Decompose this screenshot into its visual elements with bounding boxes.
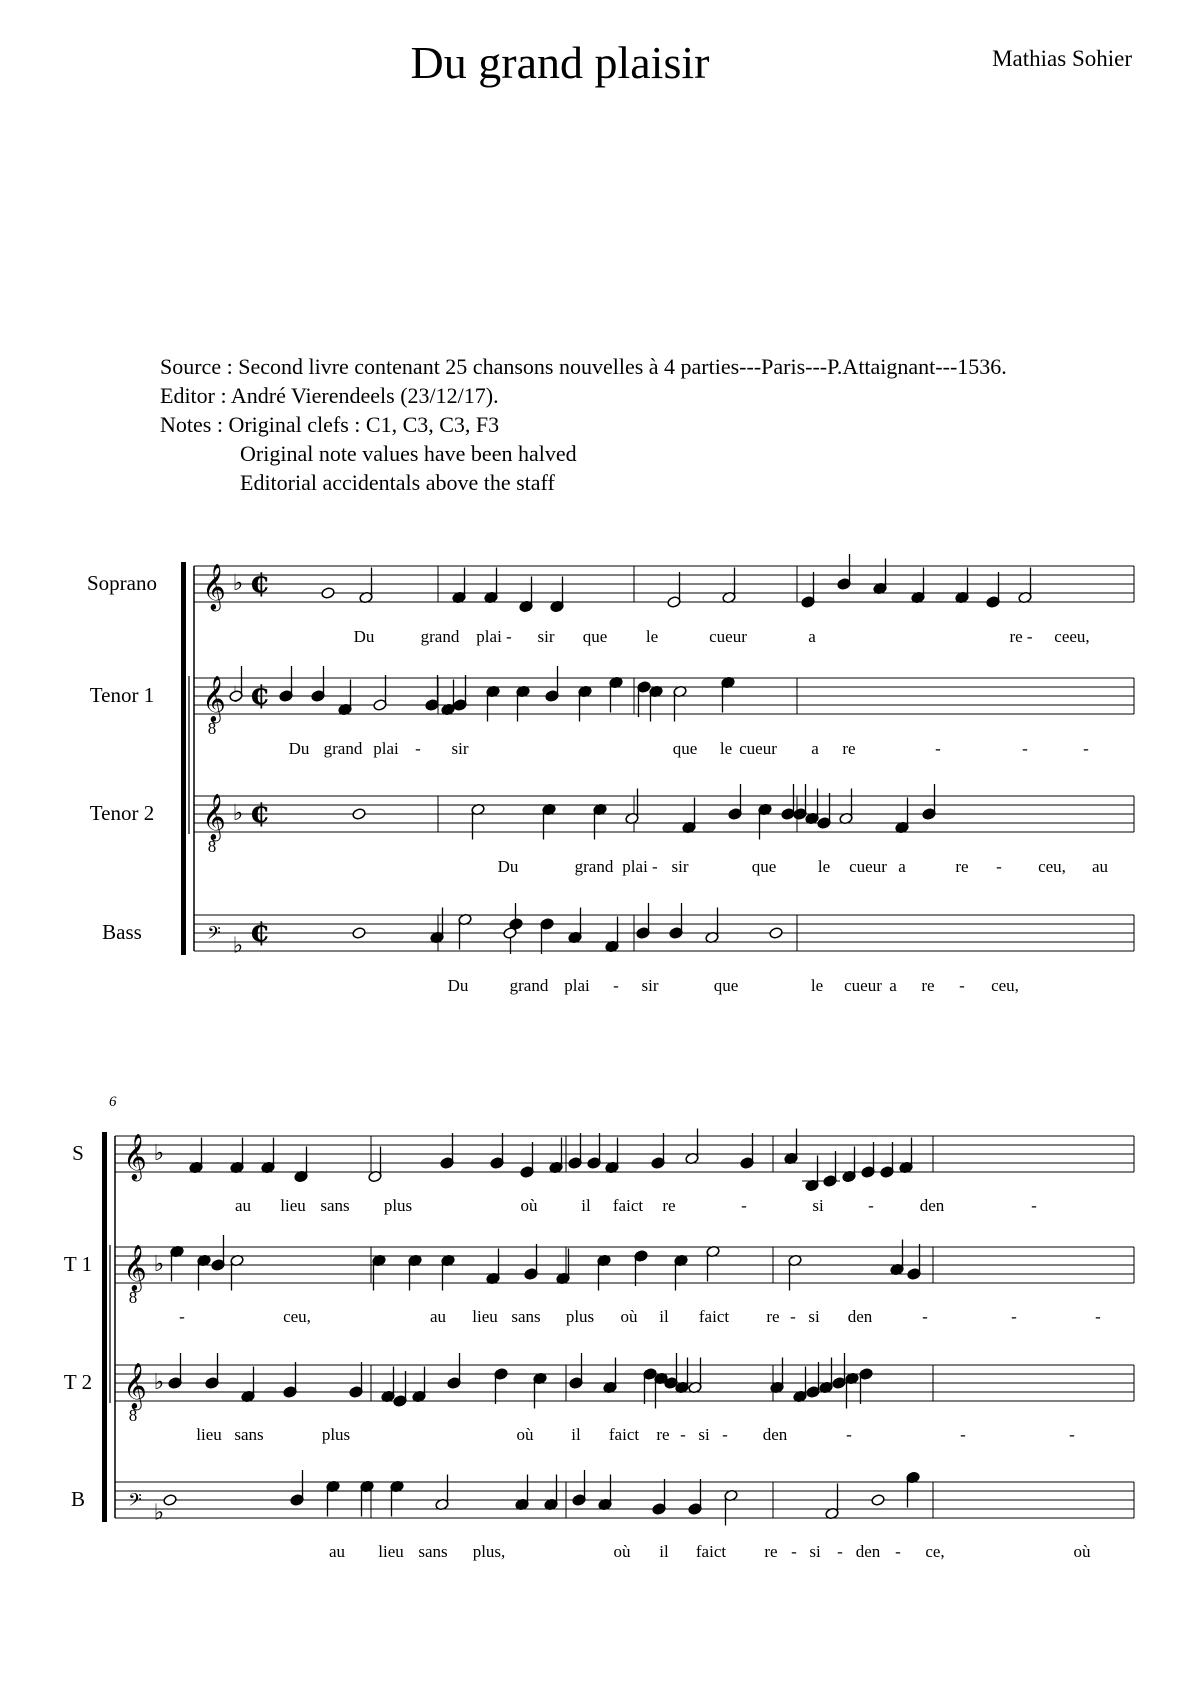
part-name: Soprano [87,571,157,595]
lyric-syllable: den [855,1542,881,1561]
system-1 [87,554,1134,995]
lyric-syllable: que [751,857,777,876]
lyric-syllable: re [842,739,856,758]
lyric-syllable: le [719,739,733,758]
staff-1 [87,554,1134,646]
lyric-syllable: plus, [472,1542,506,1561]
lyric-syllable: faict [612,1196,644,1215]
staff-3 [64,1353,1134,1444]
lyric-syllable: re - [1009,627,1033,646]
lyric-syllable: - [846,1425,852,1444]
lyric-syllable: - [837,1542,843,1561]
lyric-syllable: sans [511,1307,541,1326]
part-name: T 1 [63,1252,93,1276]
lyric-syllable: ceeu, [1054,627,1090,646]
treble-clef-icon: 𝄞 [202,676,226,722]
lyric-syllable: re [662,1196,676,1215]
lyric-syllable: plus [383,1196,413,1215]
system-2 [64,1094,1134,1561]
lyric-syllable: où [516,1425,534,1444]
staff-1 [72,1129,1134,1216]
source-line: Source : Second livre contenant 25 chansons nouvelles à 4 parties---Paris---P.Attaignant---1536. [160,354,1007,379]
note-head [769,927,783,940]
lyric-syllable: au [234,1196,252,1215]
lyrics-line [498,857,1109,876]
cut-time-icon: ¢ [249,914,271,949]
lyric-syllable: - [959,976,965,995]
octave-marker: 8 [128,1288,138,1307]
lyrics-line [196,1425,1075,1444]
lyric-syllable: - [415,739,421,758]
lyric-syllable: Du [497,857,519,876]
staff-4 [71,1470,1134,1561]
lyric-syllable: plai [564,976,590,995]
lyric-syllable: Du [288,739,310,758]
lyric-syllable: re [764,1542,778,1561]
lyrics-line [329,1542,1091,1561]
accidentals-line: Editorial accidentals above the staff [240,470,555,495]
lyric-syllable: plus [321,1425,351,1444]
treble-clef-icon: 𝄞 [123,1245,147,1291]
treble-clef-icon: 𝄞 [202,564,226,610]
lyric-syllable: cueur [739,739,777,758]
lyric-syllable: - [179,1307,185,1326]
lyric-syllable: - [613,976,619,995]
lyric-syllable: sans [234,1425,264,1444]
lyric-syllable: - [1095,1307,1101,1326]
flat-icon: ♭ [232,801,244,826]
lyric-syllable: plai [373,739,399,758]
part-name: B [70,1487,86,1511]
lyric-syllable: - [722,1425,728,1444]
lyric-syllable: où [1073,1542,1091,1561]
lyric-syllable: - [996,857,1002,876]
note-head [321,587,335,600]
lyric-syllable: faict [698,1307,730,1326]
lyric-syllable: sir [671,857,689,876]
lyric-syllable: - [1031,1196,1037,1215]
lyric-syllable: - [741,1196,747,1215]
lyric-syllable: a [898,857,906,876]
lyric-syllable: que [672,739,698,758]
lyric-syllable: il [659,1307,669,1326]
lyric-syllable: - [895,1542,901,1561]
lyric-syllable: - [868,1196,874,1215]
lyric-syllable: plai - [476,627,512,646]
cut-time-icon: ¢ [249,565,271,600]
treble-clef-icon: 𝄞 [202,794,226,840]
lyric-syllable: grand [574,857,614,876]
lyric-syllable: ceu, [1038,857,1066,876]
lyric-syllable: le [817,857,831,876]
octave-marker: 8 [207,837,217,856]
lyric-syllable: faict [608,1425,640,1444]
lyric-syllable: a [811,739,819,758]
lyric-syllable: si [808,1307,820,1326]
lyric-syllable: lieu [472,1307,498,1326]
lyric-syllable: au [328,1542,346,1561]
note-head [871,1494,885,1507]
lyrics-line [354,627,1090,646]
lyric-syllable: lieu [280,1196,306,1215]
lyric-syllable: faict [695,1542,727,1561]
part-name: Tenor 2 [89,801,155,825]
lyric-syllable: où [520,1196,538,1215]
part-name: S [72,1141,84,1165]
lyric-syllable: cueur [709,627,747,646]
note-head [352,808,366,821]
lyric-syllable: le [645,627,659,646]
lyric-syllable: cueur [849,857,887,876]
lyric-syllable: a [889,976,897,995]
lyric-syllable: re [656,1425,670,1444]
lyric-syllable: où [620,1307,638,1326]
lyric-syllable: que [713,976,739,995]
staff-3 [90,784,1134,876]
lyric-syllable: sans [418,1542,448,1561]
lyric-syllable: re [921,976,935,995]
lyric-syllable: sir [641,976,659,995]
lyric-syllable: lieu [196,1425,222,1444]
treble-clef-icon: 𝄞 [123,1134,147,1180]
editor-line: Editor : André Vierendeels (23/12/17). [160,383,499,408]
lyric-syllable: au [1091,857,1109,876]
lyric-syllable: si [812,1196,824,1215]
lyric-syllable: a [808,627,816,646]
lyric-syllable: sans [320,1196,350,1215]
lyric-syllable: que [582,627,608,646]
part-name: Bass [102,920,142,944]
lyric-syllable: lieu [378,1542,404,1561]
lyric-syllable: den [847,1307,873,1326]
lyric-syllable: re [955,857,969,876]
lyric-syllable: - [1011,1307,1017,1326]
lyric-syllable: - [935,739,941,758]
note-head [352,927,366,940]
lyric-syllable: - [791,1542,797,1561]
note-values-line: Original note values have been halved [240,441,577,466]
lyric-syllable: Du [447,976,469,995]
staff-2 [90,666,1134,758]
lyrics-line [179,1307,1101,1326]
lyric-syllable: sir [537,627,555,646]
lyric-syllable: - [1083,739,1089,758]
lyric-syllable: cueur [844,976,882,995]
lyric-syllable: - [680,1425,686,1444]
flat-icon: ♭ [153,1370,165,1395]
flat-icon: ♭ [153,1500,165,1526]
lyric-syllable: il [581,1196,591,1215]
clefs-line: Notes : Original clefs : C1, C3, C3, F3 [160,412,500,437]
lyric-syllable: den [919,1196,945,1215]
lyric-syllable: il [571,1425,581,1444]
lyric-syllable: den [762,1425,788,1444]
cut-time-icon: ¢ [249,677,271,712]
part-name: T 2 [63,1370,93,1394]
lyrics-line [235,1196,1037,1215]
lyric-syllable: il [659,1542,669,1561]
staff-4 [102,903,1134,995]
lyric-syllable: plai - [622,857,658,876]
lyric-syllable: ce, [925,1542,945,1561]
lyric-syllable: - [922,1307,928,1326]
composer-name: Mathias Sohier [992,46,1132,71]
lyric-syllable: si [809,1542,821,1561]
lyrics-line [289,739,1090,758]
lyric-syllable: - [960,1425,966,1444]
lyric-syllable: si [698,1425,710,1444]
flat-icon: ♭ [153,1252,165,1277]
flat-icon: ♭ [153,1141,165,1166]
lyric-syllable: - [1022,739,1028,758]
lyric-syllable: grand [420,627,460,646]
octave-marker: 8 [207,719,217,738]
lyric-syllable: - [1069,1425,1075,1444]
lyrics-line [448,976,1019,995]
lyric-syllable: le [810,976,824,995]
flat-icon: ♭ [232,933,244,959]
lyric-syllable: ceu, [991,976,1019,995]
part-name: Tenor 1 [89,683,155,707]
lyric-syllable: au [429,1307,447,1326]
treble-clef-icon: 𝄞 [123,1363,147,1409]
lyric-syllable: Du [353,627,375,646]
score-title: Du grand plaisir [410,37,710,88]
lyric-syllable: plus [565,1307,595,1326]
lyric-syllable: ceu, [283,1307,311,1326]
bass-clef-icon: 𝄢 [207,923,221,947]
octave-marker: 8 [128,1406,138,1425]
lyric-syllable: grand [323,739,363,758]
lyric-syllable: re [766,1307,780,1326]
lyric-syllable: - [790,1307,796,1326]
lyric-syllable: où [613,1542,631,1561]
note-head [163,1494,177,1507]
lyric-syllable: grand [509,976,549,995]
bass-clef-icon: 𝄢 [128,1490,142,1514]
flat-icon: ♭ [232,571,244,596]
cut-time-icon: ¢ [249,795,271,830]
system-bracket [102,1132,107,1522]
lyric-syllable: sir [451,739,469,758]
measure-number: 6 [109,1094,117,1110]
system-bracket [181,562,186,955]
staff-2 [64,1235,1134,1326]
